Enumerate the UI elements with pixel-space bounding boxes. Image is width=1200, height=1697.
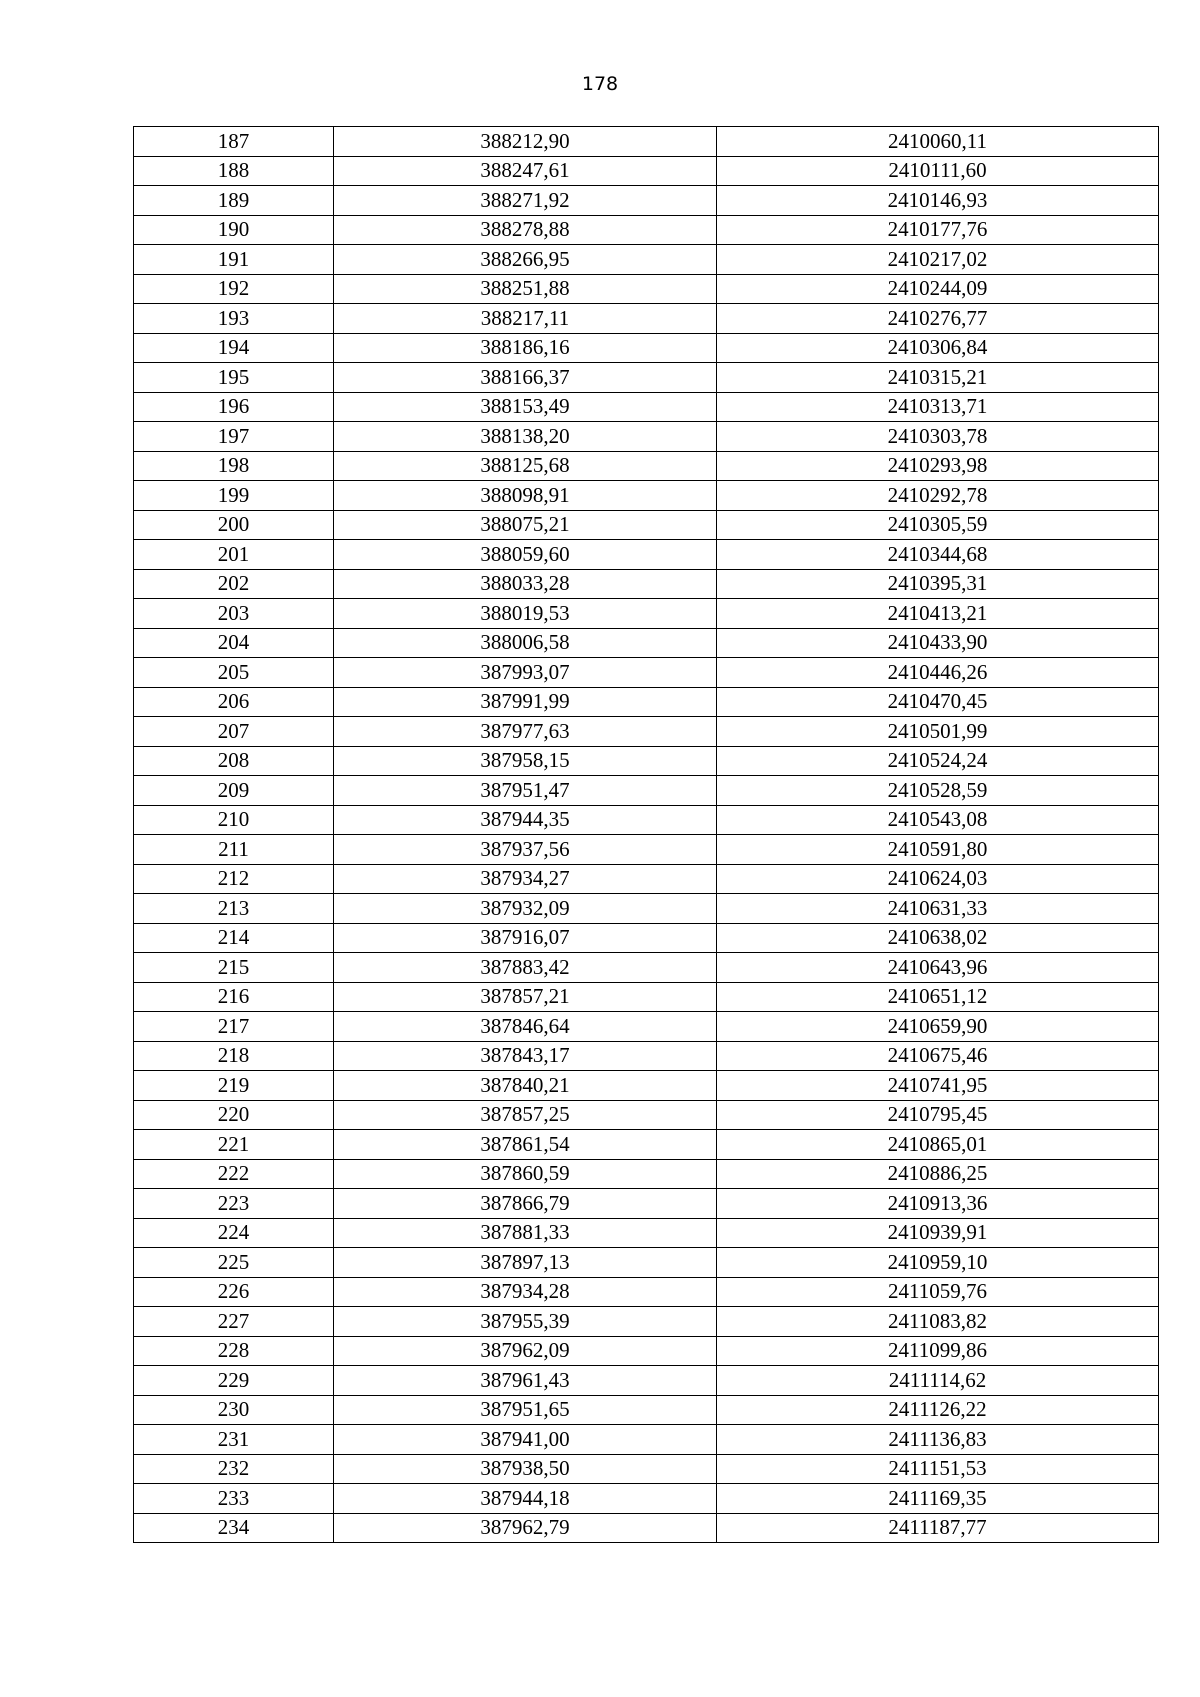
x-coordinate-cell: 388251,88 xyxy=(334,274,717,304)
point-number-cell: 188 xyxy=(134,156,334,186)
y-coordinate-cell: 2410292,78 xyxy=(717,481,1159,511)
x-coordinate-cell: 388059,60 xyxy=(334,540,717,570)
table-row xyxy=(134,599,1159,629)
point-number-cell: 220 xyxy=(134,1100,334,1130)
y-coordinate-cell: 2411136,83 xyxy=(717,1425,1159,1455)
table-row xyxy=(134,717,1159,747)
y-coordinate-cell: 2410886,25 xyxy=(717,1159,1159,1189)
point-number-cell: 217 xyxy=(134,1012,334,1042)
table-row xyxy=(134,245,1159,275)
x-coordinate-cell: 388166,37 xyxy=(334,363,717,393)
table-row xyxy=(134,1513,1159,1543)
y-coordinate-cell: 2411187,77 xyxy=(717,1513,1159,1543)
y-coordinate-cell: 2410741,95 xyxy=(717,1071,1159,1101)
x-coordinate-cell: 388266,95 xyxy=(334,245,717,275)
x-coordinate-cell: 387955,39 xyxy=(334,1307,717,1337)
x-coordinate-cell: 387937,56 xyxy=(334,835,717,865)
y-coordinate-cell: 2410395,31 xyxy=(717,569,1159,599)
point-number-cell: 205 xyxy=(134,658,334,688)
table-row xyxy=(134,304,1159,334)
y-coordinate-cell: 2410624,03 xyxy=(717,864,1159,894)
point-number-cell: 232 xyxy=(134,1454,334,1484)
y-coordinate-cell: 2410959,10 xyxy=(717,1248,1159,1278)
table-row xyxy=(134,451,1159,481)
point-number-cell: 209 xyxy=(134,776,334,806)
x-coordinate-cell: 387860,59 xyxy=(334,1159,717,1189)
x-coordinate-cell: 388217,11 xyxy=(334,304,717,334)
point-number-cell: 190 xyxy=(134,215,334,245)
table-row xyxy=(134,127,1159,157)
point-number-cell: 215 xyxy=(134,953,334,983)
y-coordinate-cell: 2410293,98 xyxy=(717,451,1159,481)
point-number-cell: 204 xyxy=(134,628,334,658)
x-coordinate-cell: 387897,13 xyxy=(334,1248,717,1278)
x-coordinate-cell: 387843,17 xyxy=(334,1041,717,1071)
table-row xyxy=(134,1395,1159,1425)
point-number-cell: 200 xyxy=(134,510,334,540)
point-number-cell: 221 xyxy=(134,1130,334,1160)
table-row xyxy=(134,1218,1159,1248)
x-coordinate-cell: 387861,54 xyxy=(334,1130,717,1160)
table-row xyxy=(134,1189,1159,1219)
y-coordinate-cell: 2411083,82 xyxy=(717,1307,1159,1337)
point-number-cell: 230 xyxy=(134,1395,334,1425)
x-coordinate-cell: 387951,65 xyxy=(334,1395,717,1425)
point-number-cell: 219 xyxy=(134,1071,334,1101)
coordinates-table xyxy=(133,126,1159,1543)
table-row xyxy=(134,215,1159,245)
table-row xyxy=(134,1130,1159,1160)
point-number-cell: 201 xyxy=(134,540,334,570)
table-row xyxy=(134,658,1159,688)
point-number-cell: 227 xyxy=(134,1307,334,1337)
table-row xyxy=(134,333,1159,363)
point-number-cell: 193 xyxy=(134,304,334,334)
point-number-cell: 234 xyxy=(134,1513,334,1543)
y-coordinate-cell: 2410631,33 xyxy=(717,894,1159,924)
point-number-cell: 194 xyxy=(134,333,334,363)
y-coordinate-cell: 2410865,01 xyxy=(717,1130,1159,1160)
x-coordinate-cell: 387857,25 xyxy=(334,1100,717,1130)
y-coordinate-cell: 2410344,68 xyxy=(717,540,1159,570)
table-row xyxy=(134,1484,1159,1514)
table-row xyxy=(134,1277,1159,1307)
x-coordinate-cell: 388075,21 xyxy=(334,510,717,540)
x-coordinate-cell: 387958,15 xyxy=(334,746,717,776)
table-row xyxy=(134,392,1159,422)
point-number-cell: 198 xyxy=(134,451,334,481)
x-coordinate-cell: 388033,28 xyxy=(334,569,717,599)
table-row xyxy=(134,894,1159,924)
y-coordinate-cell: 2410501,99 xyxy=(717,717,1159,747)
point-number-cell: 233 xyxy=(134,1484,334,1514)
x-coordinate-cell: 387916,07 xyxy=(334,923,717,953)
x-coordinate-cell: 388247,61 xyxy=(334,156,717,186)
x-coordinate-cell: 387991,99 xyxy=(334,687,717,717)
y-coordinate-cell: 2411114,62 xyxy=(717,1366,1159,1396)
point-number-cell: 207 xyxy=(134,717,334,747)
table-row xyxy=(134,864,1159,894)
table-row xyxy=(134,363,1159,393)
point-number-cell: 216 xyxy=(134,982,334,1012)
y-coordinate-cell: 2410305,59 xyxy=(717,510,1159,540)
y-coordinate-cell: 2410413,21 xyxy=(717,599,1159,629)
table-row xyxy=(134,1041,1159,1071)
x-coordinate-cell: 387883,42 xyxy=(334,953,717,983)
y-coordinate-cell: 2410217,02 xyxy=(717,245,1159,275)
x-coordinate-cell: 388271,92 xyxy=(334,186,717,216)
point-number-cell: 214 xyxy=(134,923,334,953)
x-coordinate-cell: 387934,28 xyxy=(334,1277,717,1307)
y-coordinate-cell: 2410146,93 xyxy=(717,186,1159,216)
table-row xyxy=(134,805,1159,835)
y-coordinate-cell: 2411126,22 xyxy=(717,1395,1159,1425)
point-number-cell: 206 xyxy=(134,687,334,717)
y-coordinate-cell: 2410470,45 xyxy=(717,687,1159,717)
coordinates-table-body xyxy=(134,127,1159,1543)
table-row xyxy=(134,1071,1159,1101)
x-coordinate-cell: 387866,79 xyxy=(334,1189,717,1219)
y-coordinate-cell: 2410524,24 xyxy=(717,746,1159,776)
point-number-cell: 231 xyxy=(134,1425,334,1455)
y-coordinate-cell: 2410795,45 xyxy=(717,1100,1159,1130)
table-row xyxy=(134,835,1159,865)
x-coordinate-cell: 387857,21 xyxy=(334,982,717,1012)
x-coordinate-cell: 387962,79 xyxy=(334,1513,717,1543)
x-coordinate-cell: 387951,47 xyxy=(334,776,717,806)
x-coordinate-cell: 387934,27 xyxy=(334,864,717,894)
point-number-cell: 211 xyxy=(134,835,334,865)
point-number-cell: 222 xyxy=(134,1159,334,1189)
point-number-cell: 203 xyxy=(134,599,334,629)
y-coordinate-cell: 2410591,80 xyxy=(717,835,1159,865)
y-coordinate-cell: 2410939,91 xyxy=(717,1218,1159,1248)
x-coordinate-cell: 387932,09 xyxy=(334,894,717,924)
table-row xyxy=(134,1012,1159,1042)
x-coordinate-cell: 387881,33 xyxy=(334,1218,717,1248)
point-number-cell: 189 xyxy=(134,186,334,216)
y-coordinate-cell: 2410913,36 xyxy=(717,1189,1159,1219)
y-coordinate-cell: 2410528,59 xyxy=(717,776,1159,806)
point-number-cell: 223 xyxy=(134,1189,334,1219)
y-coordinate-cell: 2411099,86 xyxy=(717,1336,1159,1366)
table-row xyxy=(134,1454,1159,1484)
x-coordinate-cell: 388153,49 xyxy=(334,392,717,422)
point-number-cell: 225 xyxy=(134,1248,334,1278)
point-number-cell: 187 xyxy=(134,127,334,157)
y-coordinate-cell: 2410303,78 xyxy=(717,422,1159,452)
table-row xyxy=(134,687,1159,717)
table-row xyxy=(134,746,1159,776)
table-row xyxy=(134,776,1159,806)
x-coordinate-cell: 388098,91 xyxy=(334,481,717,511)
point-number-cell: 196 xyxy=(134,392,334,422)
table-row xyxy=(134,1336,1159,1366)
x-coordinate-cell: 387840,21 xyxy=(334,1071,717,1101)
x-coordinate-cell: 387977,63 xyxy=(334,717,717,747)
y-coordinate-cell: 2410651,12 xyxy=(717,982,1159,1012)
point-number-cell: 212 xyxy=(134,864,334,894)
x-coordinate-cell: 387938,50 xyxy=(334,1454,717,1484)
y-coordinate-cell: 2410659,90 xyxy=(717,1012,1159,1042)
table-row xyxy=(134,481,1159,511)
table-row xyxy=(134,274,1159,304)
table-row xyxy=(134,1248,1159,1278)
x-coordinate-cell: 387944,35 xyxy=(334,805,717,835)
table-row xyxy=(134,923,1159,953)
y-coordinate-cell: 2410306,84 xyxy=(717,333,1159,363)
x-coordinate-cell: 387944,18 xyxy=(334,1484,717,1514)
x-coordinate-cell: 388006,58 xyxy=(334,628,717,658)
x-coordinate-cell: 388125,68 xyxy=(334,451,717,481)
y-coordinate-cell: 2411151,53 xyxy=(717,1454,1159,1484)
x-coordinate-cell: 388186,16 xyxy=(334,333,717,363)
point-number-cell: 195 xyxy=(134,363,334,393)
table-row xyxy=(134,953,1159,983)
table-row xyxy=(134,422,1159,452)
table-row xyxy=(134,982,1159,1012)
x-coordinate-cell: 388138,20 xyxy=(334,422,717,452)
point-number-cell: 226 xyxy=(134,1277,334,1307)
x-coordinate-cell: 388212,90 xyxy=(334,127,717,157)
y-coordinate-cell: 2410643,96 xyxy=(717,953,1159,983)
table-row xyxy=(134,1366,1159,1396)
page-number: 178 xyxy=(581,73,619,95)
y-coordinate-cell: 2410060,11 xyxy=(717,127,1159,157)
table-row xyxy=(134,1307,1159,1337)
table-row xyxy=(134,628,1159,658)
y-coordinate-cell: 2410313,71 xyxy=(717,392,1159,422)
point-number-cell: 199 xyxy=(134,481,334,511)
table-row xyxy=(134,156,1159,186)
point-number-cell: 224 xyxy=(134,1218,334,1248)
table-row xyxy=(134,1425,1159,1455)
table-row xyxy=(134,540,1159,570)
table-row xyxy=(134,510,1159,540)
point-number-cell: 191 xyxy=(134,245,334,275)
point-number-cell: 202 xyxy=(134,569,334,599)
y-coordinate-cell: 2410433,90 xyxy=(717,628,1159,658)
point-number-cell: 229 xyxy=(134,1366,334,1396)
point-number-cell: 218 xyxy=(134,1041,334,1071)
x-coordinate-cell: 387961,43 xyxy=(334,1366,717,1396)
y-coordinate-cell: 2410638,02 xyxy=(717,923,1159,953)
y-coordinate-cell: 2411169,35 xyxy=(717,1484,1159,1514)
x-coordinate-cell: 387846,64 xyxy=(334,1012,717,1042)
table-row xyxy=(134,186,1159,216)
table-row xyxy=(134,569,1159,599)
x-coordinate-cell: 387993,07 xyxy=(334,658,717,688)
table-row xyxy=(134,1159,1159,1189)
y-coordinate-cell: 2410244,09 xyxy=(717,274,1159,304)
point-number-cell: 210 xyxy=(134,805,334,835)
x-coordinate-cell: 387962,09 xyxy=(334,1336,717,1366)
x-coordinate-cell: 387941,00 xyxy=(334,1425,717,1455)
y-coordinate-cell: 2410446,26 xyxy=(717,658,1159,688)
point-number-cell: 192 xyxy=(134,274,334,304)
point-number-cell: 228 xyxy=(134,1336,334,1366)
y-coordinate-cell: 2410111,60 xyxy=(717,156,1159,186)
x-coordinate-cell: 388278,88 xyxy=(334,215,717,245)
point-number-cell: 213 xyxy=(134,894,334,924)
y-coordinate-cell: 2410543,08 xyxy=(717,805,1159,835)
y-coordinate-cell: 2410177,76 xyxy=(717,215,1159,245)
y-coordinate-cell: 2410675,46 xyxy=(717,1041,1159,1071)
y-coordinate-cell: 2410276,77 xyxy=(717,304,1159,334)
x-coordinate-cell: 388019,53 xyxy=(334,599,717,629)
y-coordinate-cell: 2410315,21 xyxy=(717,363,1159,393)
table-row xyxy=(134,1100,1159,1130)
y-coordinate-cell: 2411059,76 xyxy=(717,1277,1159,1307)
point-number-cell: 208 xyxy=(134,746,334,776)
point-number-cell: 197 xyxy=(134,422,334,452)
